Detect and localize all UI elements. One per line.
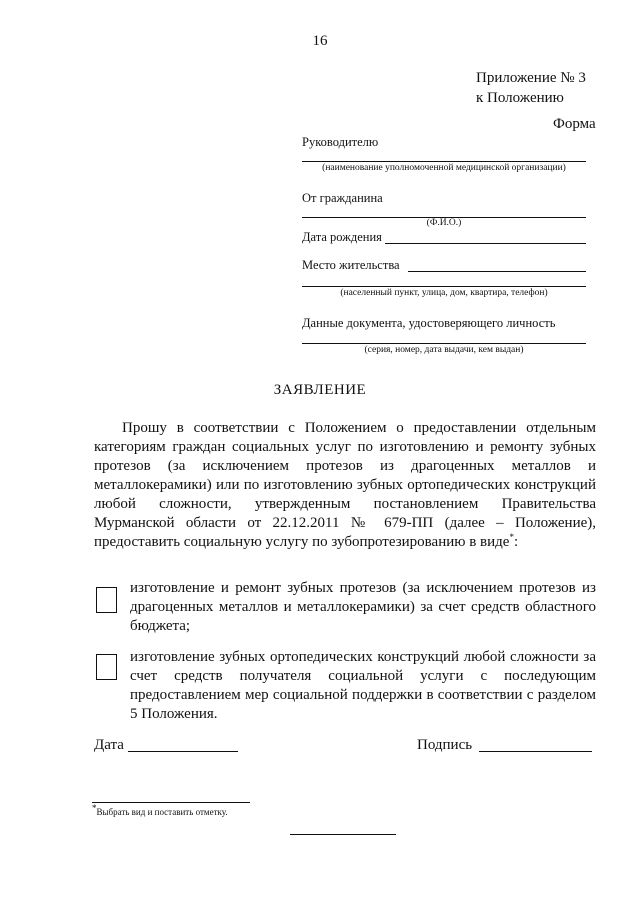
annex-line-2: к Положению [476, 90, 564, 106]
birth-date-label: Дата рождения [302, 230, 382, 244]
org-name-line[interactable] [302, 161, 586, 162]
signature-label: Подпись [417, 737, 473, 753]
page-number: 16 [312, 33, 328, 49]
annex-reference [476, 68, 586, 108]
annex-line-1: Приложение № 3 [476, 70, 586, 86]
signature-line[interactable] [479, 751, 592, 752]
option-2-checkbox[interactable] [96, 654, 117, 680]
fio-caption: (Ф.И.О.) [426, 218, 462, 228]
residence-caption: (населенный пункт, улица, дом, квартира, телефон) [340, 288, 548, 298]
date-line[interactable] [128, 751, 238, 752]
residence-line-2[interactable] [302, 286, 586, 287]
birth-date-line[interactable] [385, 243, 586, 244]
from-citizen-label: От гражданина [302, 191, 383, 205]
footnote-separator [92, 802, 250, 803]
paragraph-text: Прошу в соответствии с Положением о предоставлении отдельным категориям граждан социальных услуг по изготовлению и ремонту зубных протезов (за исключением протезов из драгоценных металлов и металлокерамики) или по изготовлению зубных ортопедических конструкций любой сложности, утвержденным постановлением Правительства Мурманской области от 22.12.2011 № 679-ПП (далее – Положение), предоставить социальную услугу по зубопротезированию в виде [94, 420, 596, 550]
end-separator [290, 834, 396, 835]
application-paragraph [94, 419, 596, 552]
option-1-checkbox[interactable] [96, 587, 117, 613]
document-title: ЗАЯВЛЕНИЕ [273, 382, 367, 398]
option-2-text: изготовление зубных ортопедических конструкций любой сложности за счет средств получателя социальной услуги с последующим предоставлением мер социальной поддержки в соответствии с разделом 5 Положения. [130, 649, 596, 722]
footnote-mark: * [509, 532, 514, 542]
org-name-caption: (наименование уполномоченной медицинской организации) [322, 163, 566, 173]
date-label: Дата [94, 737, 124, 753]
to-head-label: Руководителю [302, 135, 379, 149]
id-document-caption: (серия, номер, дата выдачи, кем выдан) [364, 345, 524, 355]
id-document-line[interactable] [302, 343, 586, 344]
id-document-label: Данные документа, удостоверяющего личность [302, 316, 556, 330]
footnote-text: Выбрать вид и поставить отметку. [96, 807, 228, 817]
option-1-text: изготовление и ремонт зубных протезов (за исключением протезов из драгоценных металлов и металлокерамики) за счет средств областного бюджета; [130, 580, 596, 634]
paragraph-colon: : [513, 534, 519, 550]
footnote-note-mark: * [92, 803, 97, 813]
form-label: Форма [553, 116, 596, 132]
footnote [92, 803, 228, 817]
residence-line[interactable] [408, 271, 586, 272]
residence-label: Место жительства [302, 258, 400, 272]
